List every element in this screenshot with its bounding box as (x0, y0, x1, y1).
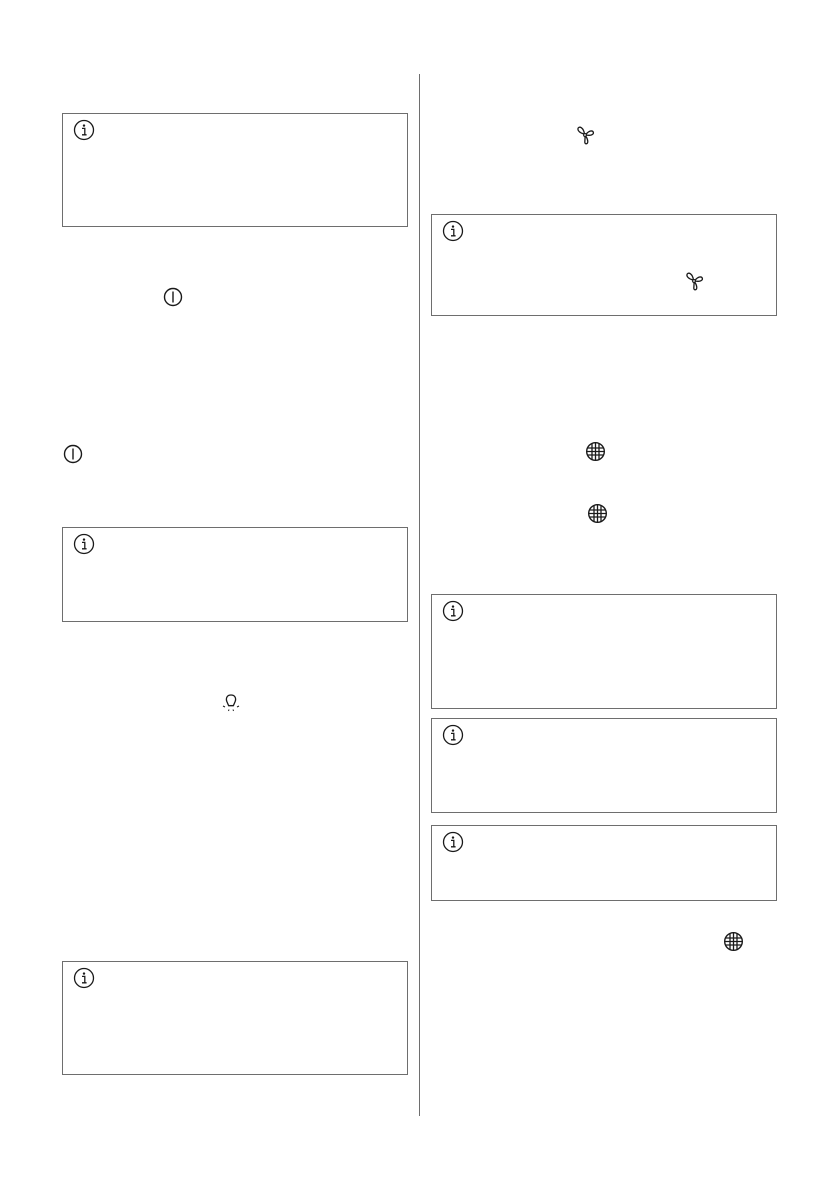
grid-filter-icon (587, 503, 608, 524)
fan-icon (574, 124, 596, 146)
info-note (62, 961, 408, 1075)
info-icon (73, 967, 95, 989)
info-icon (442, 600, 464, 622)
grid-filter-icon (585, 441, 606, 462)
light-bulb-icon (220, 692, 242, 714)
info-icon (442, 220, 464, 242)
column-divider (419, 74, 420, 1116)
info-icon (442, 831, 464, 853)
info-note (431, 214, 777, 316)
power-icon (63, 444, 83, 464)
info-note (62, 527, 408, 622)
info-icon (73, 533, 95, 555)
info-note (431, 825, 777, 901)
info-note (431, 718, 777, 813)
power-icon (163, 287, 183, 307)
info-icon (73, 119, 95, 141)
fan-icon (683, 270, 705, 292)
info-icon (442, 724, 464, 746)
info-note (62, 113, 408, 227)
info-note (431, 594, 777, 709)
grid-filter-icon (723, 931, 744, 952)
